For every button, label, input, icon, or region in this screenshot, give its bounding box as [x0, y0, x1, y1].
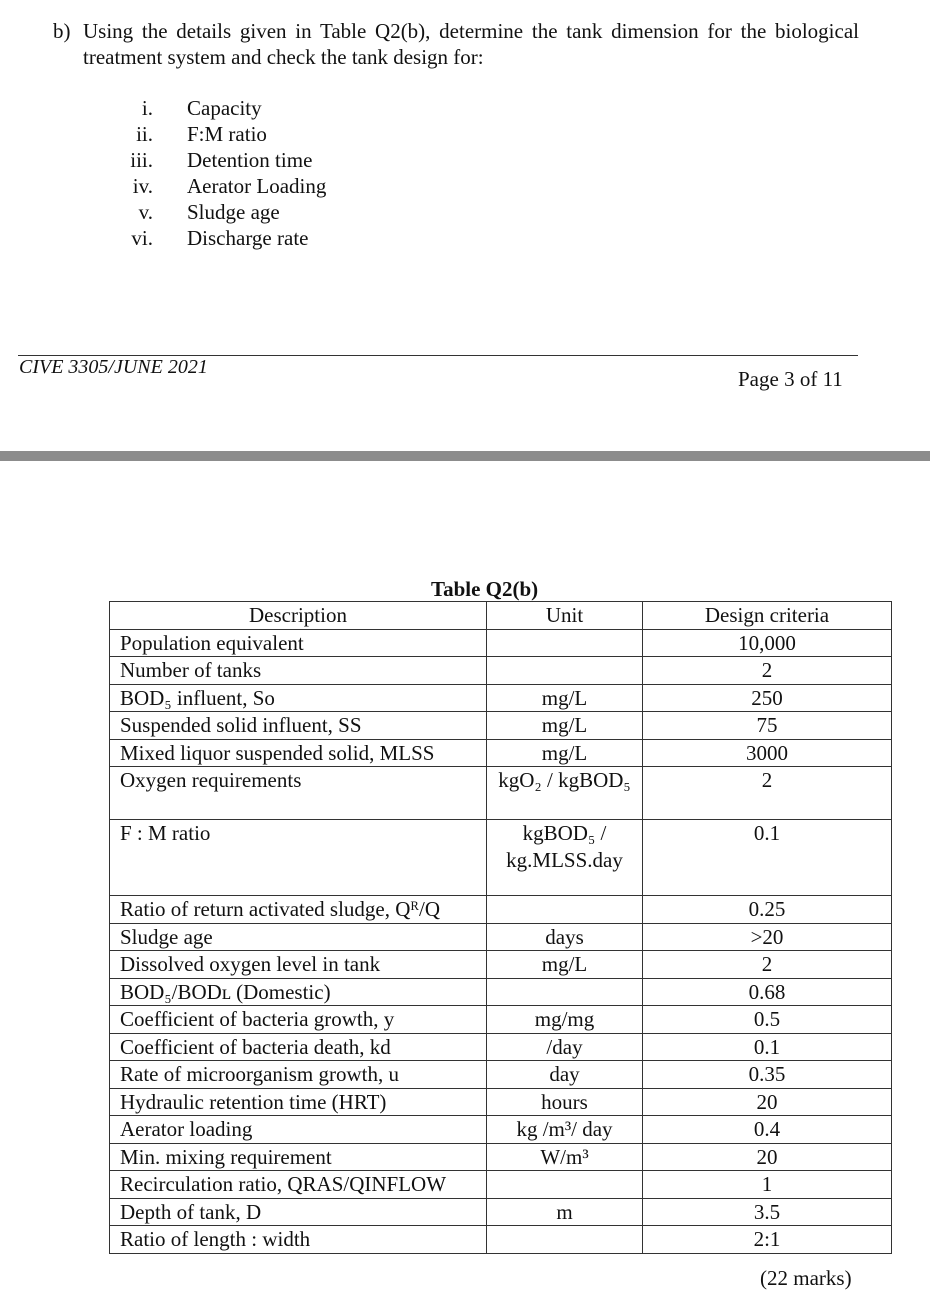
cell-description: F : M ratio	[110, 820, 487, 896]
cell-description: Coefficient of bacteria death, kd	[110, 1033, 487, 1061]
cell-description: Depth of tank, D	[110, 1198, 487, 1226]
table-row	[110, 1033, 892, 1061]
list-item-text: Sludge age	[187, 200, 280, 224]
cell-unit: kg /m³/ day	[487, 1116, 643, 1144]
list-item-number: v.	[138, 200, 153, 224]
cell-design-criteria: 0.25	[643, 896, 892, 924]
cell-unit: mg/L	[487, 951, 643, 979]
table-row	[110, 767, 892, 820]
cell-description: Number of tanks	[110, 657, 487, 685]
table-caption: Table Q2(b)	[431, 577, 539, 601]
cell-unit: mg/L	[487, 739, 643, 767]
question-label: b)	[53, 19, 71, 43]
cell-description: Recirculation ratio, QRAS/QINFLOW	[110, 1171, 487, 1199]
cell-description: Suspended solid influent, SS	[110, 712, 487, 740]
list-item-text: Capacity	[187, 96, 262, 120]
cell-description: Dissolved oxygen level in tank	[110, 951, 487, 979]
question-b	[53, 18, 859, 70]
list-item-text: Aerator Loading	[187, 174, 327, 198]
table-row	[110, 739, 892, 767]
cell-unit	[487, 1171, 643, 1199]
cell-description: BOD₅/BODʟ (Domestic)	[110, 978, 487, 1006]
cell-design-criteria: 3000	[643, 739, 892, 767]
header-design-criteria: Design criteria	[643, 602, 892, 630]
cell-description: Hydraulic retention time (HRT)	[110, 1088, 487, 1116]
cell-unit	[487, 978, 643, 1006]
cell-unit: mg/L	[487, 684, 643, 712]
cell-description: Rate of microorganism growth, u	[110, 1061, 487, 1089]
header-unit: Unit	[487, 602, 643, 630]
table-row	[110, 1006, 892, 1034]
table-row	[110, 896, 892, 924]
cell-design-criteria: 0.1	[643, 1033, 892, 1061]
cell-description: Population equivalent	[110, 629, 487, 657]
list-item-text: F:M ratio	[187, 122, 267, 146]
cell-design-criteria: 75	[643, 712, 892, 740]
cell-description: BOD₅ influent, So	[110, 684, 487, 712]
table-row	[110, 1116, 892, 1144]
cell-unit: /day	[487, 1033, 643, 1061]
table-header-row	[110, 602, 892, 630]
list-item-number: i.	[141, 96, 153, 120]
cell-design-criteria: 0.4	[643, 1116, 892, 1144]
cell-unit: W/m³	[487, 1143, 643, 1171]
table-row	[110, 951, 892, 979]
cell-unit: mg/mg	[487, 1006, 643, 1034]
cell-design-criteria: 2	[643, 951, 892, 979]
table-row	[110, 1171, 892, 1199]
cell-unit	[487, 896, 643, 924]
cell-unit: kgO₂ / kgBOD₅	[487, 767, 643, 820]
marks: (22 marks)	[760, 1266, 852, 1290]
course-code: CIVE 3305/JUNE 2021	[19, 356, 208, 378]
table-row	[110, 1198, 892, 1226]
list-item-number: ii.	[136, 122, 153, 146]
list-item-text: Detention time	[187, 148, 313, 172]
cell-description: Coefficient of bacteria growth, y	[110, 1006, 487, 1034]
table-row	[110, 629, 892, 657]
cell-description: Oxygen requirements	[110, 767, 487, 820]
table-row	[110, 1088, 892, 1116]
list-item-number: vi.	[131, 226, 153, 250]
cell-design-criteria: 0.35	[643, 1061, 892, 1089]
cell-description: Sludge age	[110, 923, 487, 951]
table-row	[110, 1061, 892, 1089]
page-number: Page 3 of 11	[738, 367, 843, 391]
cell-design-criteria: 1	[643, 1171, 892, 1199]
cell-description: Ratio of return activated sludge, Qᴿ/Q	[110, 896, 487, 924]
table-row	[110, 978, 892, 1006]
question-text: Using the details given in Table Q2(b), determine the tank dimension for the biological treatment system and check the tank design for:	[83, 19, 859, 69]
table-row	[110, 820, 892, 896]
cell-unit: hours	[487, 1088, 643, 1116]
table-row	[110, 1143, 892, 1171]
cell-unit	[487, 1226, 643, 1254]
table-row	[110, 1226, 892, 1254]
cell-design-criteria: 250	[643, 684, 892, 712]
cell-description: Mixed liquor suspended solid, MLSS	[110, 739, 487, 767]
cell-design-criteria: 0.1	[643, 820, 892, 896]
cell-unit	[487, 629, 643, 657]
cell-unit: kgBOD₅ / kg.MLSS.day	[487, 820, 643, 896]
cell-design-criteria: 20	[643, 1088, 892, 1116]
list-item-number: iii.	[130, 148, 153, 172]
cell-design-criteria: 2:1	[643, 1226, 892, 1254]
cell-design-criteria: 10,000	[643, 629, 892, 657]
cell-unit: m	[487, 1198, 643, 1226]
list-item-text: Discharge rate	[187, 226, 309, 250]
cell-design-criteria: 2	[643, 657, 892, 685]
cell-description: Min. mixing requirement	[110, 1143, 487, 1171]
cell-unit: mg/L	[487, 712, 643, 740]
table-row	[110, 923, 892, 951]
cell-design-criteria: 20	[643, 1143, 892, 1171]
design-criteria-table	[109, 601, 892, 1254]
cell-design-criteria: 0.5	[643, 1006, 892, 1034]
page-separator	[0, 451, 930, 461]
cell-unit: day	[487, 1061, 643, 1089]
cell-design-criteria: 2	[643, 767, 892, 820]
cell-unit: days	[487, 923, 643, 951]
cell-description: Aerator loading	[110, 1116, 487, 1144]
cell-unit	[487, 657, 643, 685]
cell-design-criteria: 3.5	[643, 1198, 892, 1226]
cell-design-criteria: 0.68	[643, 978, 892, 1006]
list-item-number: iv.	[132, 174, 153, 198]
cell-description: Ratio of length : width	[110, 1226, 487, 1254]
table-row	[110, 657, 892, 685]
cell-design-criteria: >20	[643, 923, 892, 951]
header-description: Description	[110, 602, 487, 630]
table-row	[110, 712, 892, 740]
table-row	[110, 684, 892, 712]
